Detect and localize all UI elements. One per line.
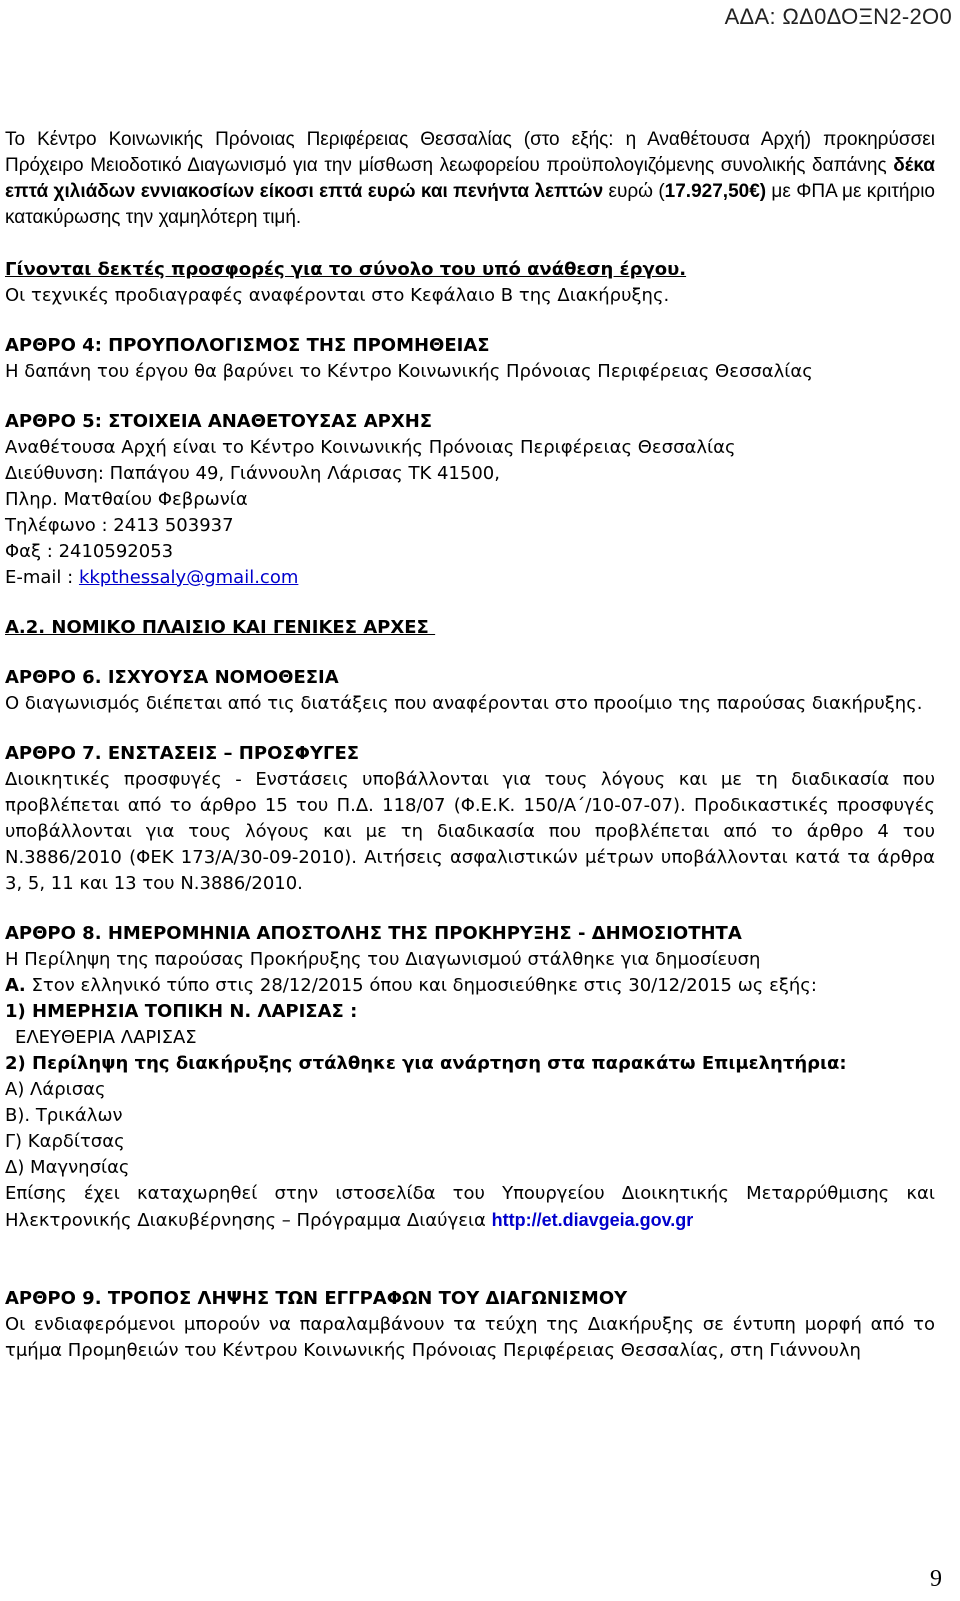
email-link[interactable]: kkpthessaly@gmail.com [78, 567, 299, 588]
chamber-item: Δ) Μαγνησίας [5, 1157, 130, 1178]
diavgeia-text: Επίσης έχει καταχωρηθεί στην ιστοσελίδα του Υπουργείου Διοικητικής Μεταρρύθμισης και Ηλεκτρονικής Διακυβέρνησης – Πρόγραμμα Διαύγεια [5, 1183, 935, 1231]
diavgeia-link[interactable]: http://et.diavgeia.gov.gr [491, 1210, 694, 1230]
article-8-sub-2: 2) Περίληψη της διακήρυξης στάλθηκε για ανάρτηση στα παρακάτω Επιμελητήρια: [5, 1053, 847, 1074]
article-8-line-1: Η Περίληψη της παρούσας Προκήρυξης του Διαγωνισμού στάλθηκε για δημοσίευση [5, 949, 761, 970]
article-5-fax: Φαξ : 2410592053 [5, 541, 174, 562]
article-6-heading [5, 665, 935, 691]
amount-in-words: δέκα επτά χιλιάδων εννιακοσίων είκοσι επτά ευρώ και πενήντα λεπτών [5, 155, 935, 202]
article-9-heading: ΑΡΘΡΟ 9. ΤΡΟΠΟΣ ΛΗΨΗΣ ΤΩΝ ΕΓΓΡΑΦΩΝ ΤΟΥ ΔΙΑΓΩΝΙΣΜΟΥ [5, 1288, 628, 1309]
offers-specs: Οι τεχνικές προδιαγραφές αναφέρονται στο Κεφάλαιο Β της Διακήρυξης. [5, 285, 670, 306]
intro-text-1: Το Κέντρο Κοινωνικής Πρόνοιας Περιφέρειας Θεσσαλίας (στο εξής: η Αναθέτουσα Αρχή) προκηρύσσει Πρόχειρο Μειοδοτικό Διαγωνισμό για την μίσθωση λεωφορείου προϋπολογιζόμενης συνολικής δαπάνης [5, 129, 935, 176]
article-9-text: Οι ενδιαφερόμενοι μπορούν να παραλαμβάνουν τα τεύχη της Διακήρυξης σε έντυπη μορφή από το τμήμα Προμηθειών του Κέντρου Κοινωνικής Πρόνοιας Περιφέρειας Θεσσαλίας, στη Γιάννουλη [5, 1314, 935, 1361]
chamber-item: Α) Λάρισας [5, 1079, 106, 1100]
intro-text-2: ευρώ ( [603, 181, 665, 202]
article-8-title: ΗΜΕΡΟΜΗΝΙΑ ΑΠΟΣΤΟΛΗΣ ΤΗΣ ΠΡΟΚΗΡΥΞΗΣ - ΔΗΜΟΣΙΟΤΗΤΑ [107, 923, 742, 944]
intro-text-3: με ΦΠΑ με κριτήριο κατακύρωσης την χαμηλότερη τιμή. [5, 181, 935, 228]
article-6-title: ΙΣΧΥΟΥΣΑ ΝΟΜΟΘΕΣΙΑ [107, 667, 339, 688]
article-5-line-1: Αναθέτουσα Αρχή είναι το Κέντρο Κοινωνικής Πρόνοιας Περιφέρειας Θεσσαλίας [5, 437, 736, 458]
intro-paragraph [5, 127, 935, 231]
article-7-num: ΑΡΘΡΟ 7. [5, 743, 108, 764]
article-5-address: Διεύθυνση: Παπάγου 49, Γιάννουλη Λάρισας ΤΚ 41500, [5, 463, 500, 484]
chamber-item: Γ) Καρδίτσας [5, 1131, 125, 1152]
article-5-phone: Τηλέφωνο : 2413 503937 [5, 515, 234, 536]
ada-code: ΑΔΑ: ΩΔ0ΔΟΞΝ2-2Ο0 [724, 4, 952, 29]
article-7-heading [5, 741, 935, 767]
chamber-item: Β). Τρικάλων [5, 1105, 123, 1126]
email-label: E-mail : [5, 567, 79, 588]
item-a-text: Στον ελληνικό τύπο στις 28/12/2015 όπου και δημοσιεύθηκε στις 30/12/2015 ως εξής: [25, 975, 817, 996]
article-8-heading [5, 921, 935, 947]
article-8-item-a [5, 973, 935, 999]
item-a-label: Α. [5, 975, 26, 996]
article-6-text: Ο διαγωνισμός διέπεται από τις διατάξεις που αναφέρονται στο προοίμιο της παρούσας διακήρυξης. [5, 693, 923, 714]
article-5-heading: ΑΡΘΡΟ 5: ΣΤΟΙΧΕΙΑ ΑΝΑΘΕΤΟΥΣΑΣ ΑΡΧΗΣ [5, 411, 433, 432]
offers-line-1: Γίνονται δεκτές προσφορές για το σύνολο του υπό ανάθεση έργου. [5, 259, 687, 280]
article-5-contact: Πληρ. Ματθαίου Φεβρωνία [5, 489, 248, 510]
article-7-text: Διοικητικές προσφυγές - Ενστάσεις υποβάλλονται για τους λόγους και με τη διαδικασία που προβλέπεται από το άρθρο 15 του Π.Δ. 118/07 (Φ.Ε.Κ. 150/Α΄/10-07-07). Προδικαστικές προσφυγές υποβάλλονται για τους λόγους και με τη διαδικασία που προβλέπεται από το άρθρο 4 του Ν.3886/2010 (ΦΕΚ 173/Α/30-09-2010). Αιτήσεις ασφαλιστικών μέτρων υποβάλλονται κατά τα άρθρα 3, 5, 11 και 13 του Ν.3886/2010. [5, 769, 935, 894]
amount-number: 17.927,50€) [664, 181, 767, 202]
section-a2-title: Α.2. ΝΟΜΙΚΟ ΠΛΑΙΣΙΟ ΚΑΙ ΓΕΝΙΚΕΣ ΑΡΧΕΣ [5, 617, 436, 638]
article-7-title: ΕΝΣΤΑΣΕΙΣ – ΠΡΟΣΦΥΓΕΣ [107, 743, 360, 764]
document-body [5, 127, 935, 1364]
article-8-newspaper: ΕΛΕΥΘΕΡΙΑ ΛΑΡΙΣΑΣ [15, 1027, 197, 1048]
article-5-email-line [5, 565, 935, 591]
article-6-num: ΑΡΘΡΟ 6. [5, 667, 108, 688]
article-4-heading: ΑΡΘΡΟ 4: ΠΡΟΥΠΟΛΟΓΙΣΜΟΣ ΤΗΣ ΠΡΟΜΗΘΕΙΑΣ [5, 335, 490, 356]
offers-accepted [5, 257, 935, 283]
article-8-sub-1: 1) ΗΜΕΡΗΣΙΑ ΤΟΠΙΚΗ Ν. ΛΑΡΙΣΑΣ : [5, 1001, 358, 1022]
article-8-diavgeia [5, 1181, 935, 1234]
article-8-num: ΑΡΘΡΟ 8. [5, 923, 108, 944]
article-4-text: Η δαπάνη του έργου θα βαρύνει το Κέντρο Κοινωνικής Πρόνοιας Περιφέρειας Θεσσαλίας [5, 361, 813, 382]
page-number: 9 [930, 1566, 942, 1592]
section-a2-heading [5, 615, 935, 641]
